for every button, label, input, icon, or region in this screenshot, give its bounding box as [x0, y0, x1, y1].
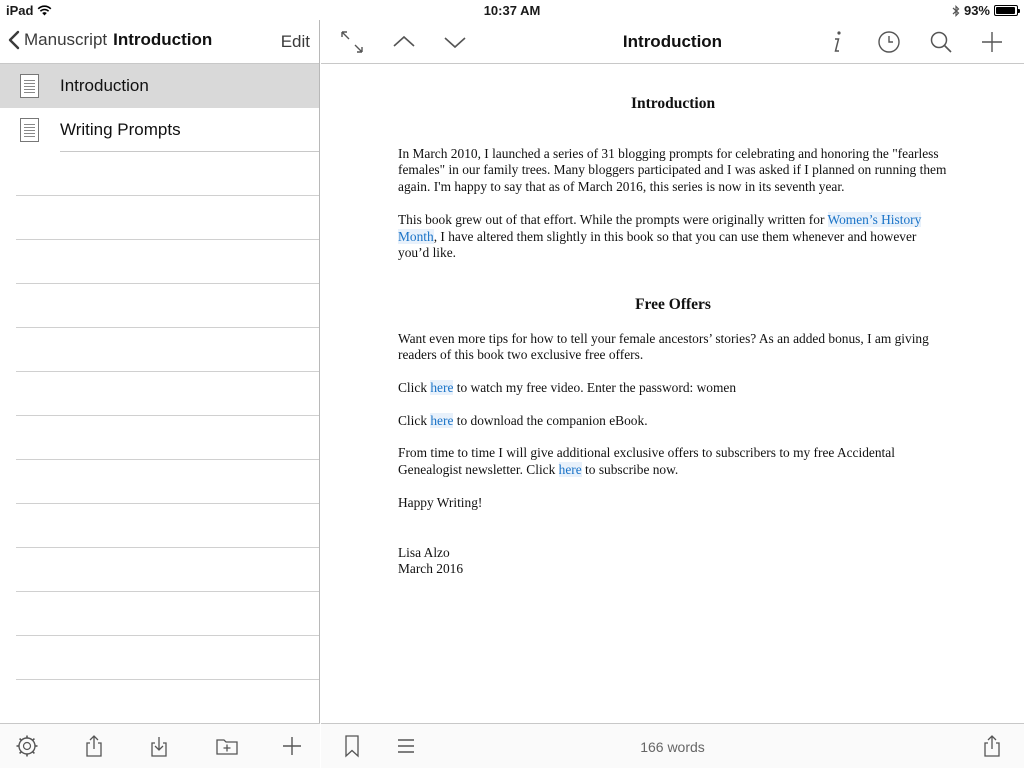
empty-row: [16, 504, 319, 548]
edit-button[interactable]: Edit: [280, 32, 310, 51]
status-right: [952, 3, 1018, 18]
paragraph: [398, 380, 948, 397]
empty-row: [16, 416, 319, 460]
empty-row: [16, 592, 319, 636]
back-button-label: Manuscript: [24, 30, 108, 49]
empty-row: [16, 636, 319, 680]
battery-percent: 93%: [963, 3, 990, 18]
share-icon[interactable]: [82, 734, 106, 758]
document-row-writing-prompts[interactable]: [0, 108, 319, 152]
document-heading: Introduction: [630, 95, 716, 112]
plus-icon[interactable]: [280, 734, 304, 758]
sidebar-toolbar: [0, 723, 320, 768]
document-icon: [20, 74, 39, 98]
empty-row: [16, 284, 319, 328]
paragraph: [398, 413, 948, 430]
word-count: 166 words: [640, 739, 705, 755]
empty-row: [16, 460, 319, 504]
share-icon[interactable]: [980, 734, 1004, 758]
paragraph-text: to download the companion eBook.: [453, 412, 648, 428]
section-heading: Free Offers: [635, 295, 711, 313]
status-time: 10:37 AM: [483, 3, 541, 18]
paragraph-text: Click: [398, 412, 431, 428]
paragraph-text: Click: [398, 380, 431, 396]
gear-icon[interactable]: [15, 734, 39, 758]
bluetooth-icon: [952, 5, 960, 17]
paragraph-text: , I have altered them slightly in this book so that you can use them whenever and however you’d like.: [398, 228, 917, 261]
new-folder-icon[interactable]: [215, 734, 239, 758]
empty-row: [16, 196, 319, 240]
paragraph-text: This book grew out of that effort. While the prompts were originally written for: [398, 211, 828, 227]
empty-row: [16, 152, 319, 196]
editor-pane: [321, 20, 1024, 768]
paragraph: In March 2010, I launched a series of 31 blogging prompts for celebrating and honoring the "fearless females" in our family trees. Many bloggers participated and I was asked if I planned on running them again. I'm happy to say that as of March 2016, this series is now in its seventh year.: [398, 145, 947, 195]
signature-name: Lisa Alzo: [398, 544, 450, 560]
battery-fill: [996, 7, 1015, 14]
info-icon[interactable]: [824, 29, 850, 55]
paragraph-text: to subscribe now.: [581, 462, 679, 478]
device-label: iPad: [6, 3, 34, 18]
paragraph: Want even more tips for how to tell your female ancestors’ stories? As an added bonus, I am giving readers of this book two exclusive free offers.: [398, 330, 929, 363]
empty-row: [16, 372, 319, 416]
sidebar-nav-bar: [0, 20, 319, 64]
empty-row: [16, 328, 319, 372]
back-button[interactable]: [8, 30, 212, 50]
signature-date: March 2016: [398, 561, 464, 577]
document-label: Writing Prompts: [60, 120, 181, 139]
sidebar: [0, 20, 320, 768]
paragraph: Happy Writing!: [398, 494, 483, 510]
video-link[interactable]: here: [430, 380, 454, 396]
battery-icon: [994, 5, 1018, 16]
row-separator: [60, 151, 319, 152]
document-body[interactable]: [398, 96, 948, 578]
document-row-introduction[interactable]: [0, 64, 319, 108]
sidebar-title: Introduction: [113, 30, 213, 49]
document-list: [0, 64, 319, 680]
history-icon[interactable]: [876, 29, 902, 55]
chevron-left-icon: [8, 30, 20, 50]
paragraph: [398, 445, 948, 478]
plus-icon[interactable]: [979, 29, 1005, 55]
ebook-link[interactable]: here: [430, 412, 454, 428]
empty-row: [16, 548, 319, 592]
document-label: Introduction: [60, 76, 149, 95]
status-bar: [0, 0, 1024, 20]
paragraph-text: to watch my free video. Enter the password: women: [453, 380, 737, 396]
search-icon[interactable]: [928, 29, 954, 55]
paragraph-text: From time to time I will give additional exclusive offers to subscribers to my free Accidental Genealogist newsletter. Click: [398, 445, 895, 478]
womens-history-month-link[interactable]: Women’s History Month: [398, 211, 922, 244]
paragraph: [398, 212, 948, 262]
import-icon[interactable]: [147, 734, 171, 758]
subscribe-link[interactable]: here: [558, 462, 582, 478]
editor-nav-bar: [321, 20, 1024, 64]
document-icon: [20, 118, 39, 142]
empty-row: [16, 240, 319, 284]
editor-title: Introduction: [622, 32, 723, 51]
editor-toolbar: [321, 723, 1024, 768]
